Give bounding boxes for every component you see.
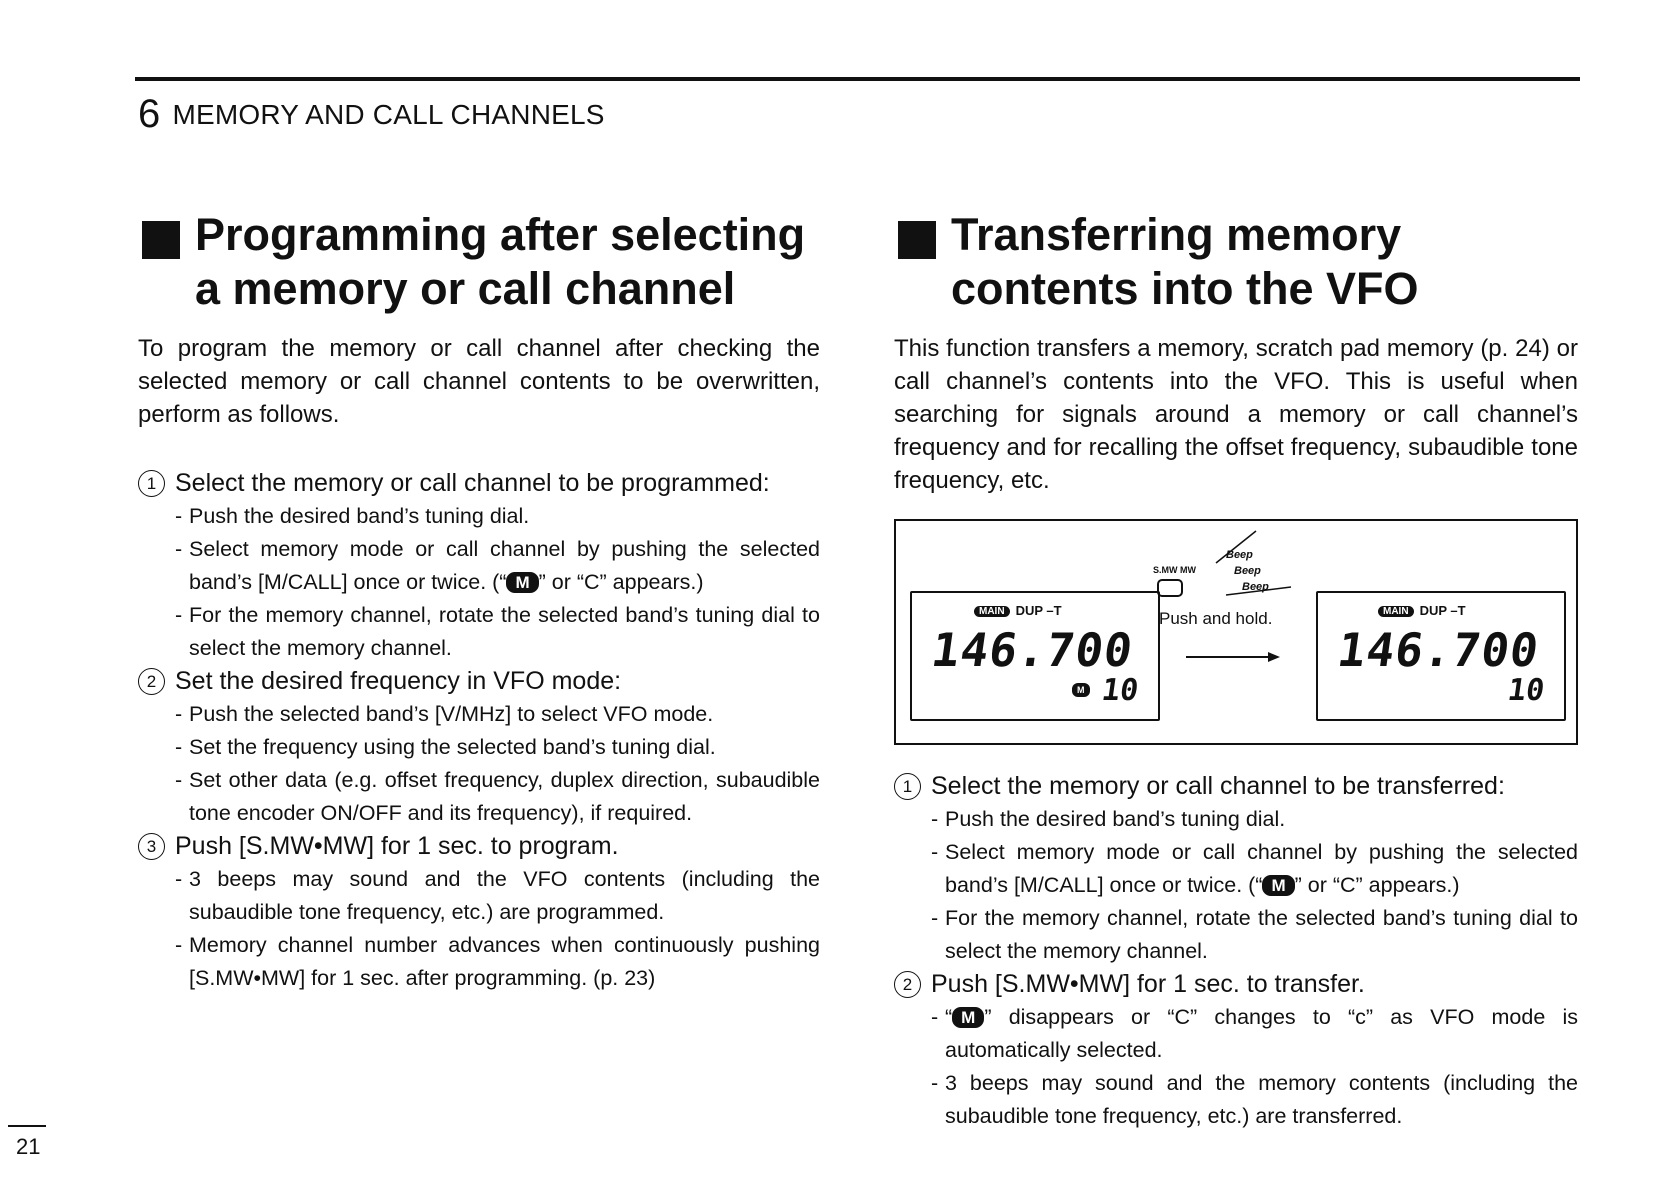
smw-label: S.MW MW [1153,565,1196,575]
intro-paragraph: This function transfers a memory, scratch pad memory (p. 24) or call channel’s contents into the VFO. This is useful when searching for signals around a memory or call channel’s frequency and for recalling the offset frequency, subaudible tone frequency, etc. [894,335,1578,494]
push-and-hold-label: Push and hold. [1159,609,1273,628]
main-indicator-icon: MAIN [974,606,1010,617]
sub-item: - Set other data (e.g. offset frequency, duplex direction, subaudible tone encoder ON/OFF and its frequency), if required. [175,768,820,825]
intro-paragraph: To program the memory or call channel after checking the selected memory or call channel contents to be overwritten, perform as follows. [138,335,820,428]
sub-item: - 3 beeps may sound and the memory contents (including the subaudible tone frequency, etc.) are transferred. [931,1071,1578,1128]
chapter-title: MEMORY AND CALL CHANNELS [172,99,605,130]
header-rule [135,77,1580,81]
beep-label: Beep [1226,549,1253,561]
dup-indicator: DUP –T [1419,603,1466,618]
transfer-diagram [894,519,1578,745]
sub-item: - Select memory mode or call channel by pushing the selected band’s [M/CALL] once or twice. (“ M ” or “C” appears.) [931,840,1578,897]
sub-item: - Memory channel number advances when continuously pushing [S.MW•MW] for 1 sec. after programming. (p. 23) [175,933,820,990]
right-column [894,208,1578,497]
chapter-number: 6 [138,92,161,136]
frequency-readout: 146.700 [1334,623,1543,677]
channel-number: 10 [1099,673,1141,708]
step-title: Select the memory or call channel to be programmed: [175,469,770,497]
circled-number: 3 [138,833,165,860]
circled-number: 2 [138,668,165,695]
section-title-transferring: Transferring memory contents into the VFO [894,208,1578,316]
sub-item: - Set the frequency using the selected band’s tuning dial. [175,735,716,759]
frequency-readout: 146.700 [928,623,1137,677]
main-indicator-icon: MAIN [1378,606,1414,617]
beep-label: Beep [1234,565,1261,577]
right-steps [894,770,1578,1133]
circled-number: 1 [138,470,165,497]
memory-mode-icon: M [952,1007,984,1028]
circled-number: 1 [894,773,921,800]
step-1 [138,467,820,665]
sub-item: - Select memory mode or call channel by pushing the selected band’s [M/CALL] once or twice. (“ M ” or “C” appears.) [175,537,820,594]
chapter-header [138,92,605,137]
smw-button-icon [1157,579,1183,597]
lcd-display-before [910,591,1160,721]
sub-item: - Push the desired band’s tuning dial. [931,807,1286,831]
step-2 [894,968,1578,1133]
section-title-programming: Programming after selecting a memory or call channel [138,208,820,316]
step-title: Select the memory or call channel to be transferred: [931,772,1505,800]
step-3 [138,830,820,995]
step-2 [138,665,820,830]
memory-indicator-icon: M [1072,683,1090,697]
sub-item: - For the memory channel, rotate the selected band’s tuning dial to select the memory channel. [175,603,820,660]
arrow-right-icon [1184,649,1284,665]
channel-number: 10 [1505,673,1547,708]
square-bullet-icon [142,221,180,259]
beep-label: Beep [1242,581,1269,593]
step-title: Push [S.MW•MW] for 1 sec. to program. [175,832,619,860]
dup-indicator: DUP –T [1015,603,1062,618]
sub-item: - “ M ” disappears or “C” changes to “c” as VFO mode is automatically selected. [931,1005,1578,1062]
sub-item: - Push the selected band’s [V/MHz] to select VFO mode. [175,702,714,726]
lcd-display-after [1316,591,1566,721]
sub-item: - Push the desired band’s tuning dial. [175,504,530,528]
sub-item: - 3 beeps may sound and the VFO contents (including the subaudible tone frequency, etc.) are programmed. [175,867,820,924]
page-number-rule [8,1125,46,1127]
memory-mode-icon: M [506,572,538,593]
circled-number: 2 [894,971,921,998]
step-1 [894,770,1578,968]
left-column [138,208,820,995]
square-bullet-icon [898,221,936,259]
page-number: 21 [16,1134,41,1159]
step-title: Set the desired frequency in VFO mode: [175,667,622,695]
memory-mode-icon: M [1262,875,1294,896]
step-title: Push [S.MW•MW] for 1 sec. to transfer. [931,970,1365,998]
steps-list [138,467,820,995]
sub-item: - For the memory channel, rotate the selected band’s tuning dial to select the memory channel. [931,906,1578,963]
